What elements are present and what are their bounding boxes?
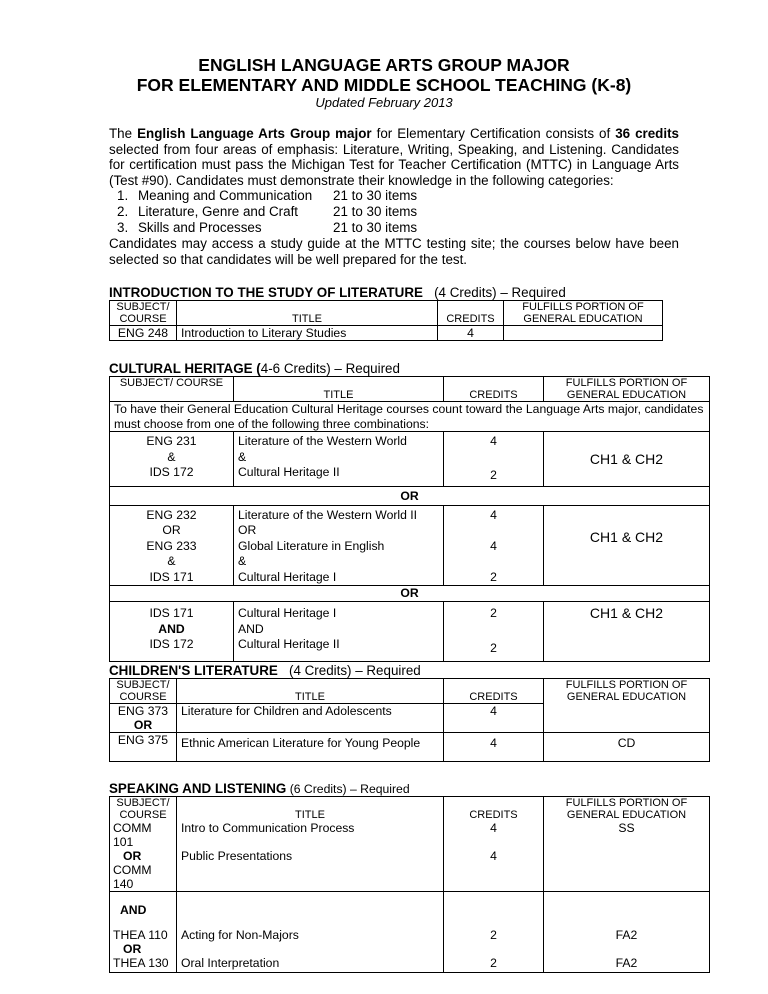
category-name: Literature, Genre and Craft [138, 204, 299, 219]
combination-1 [110, 432, 710, 487]
section-title: CHILDREN'S LITERATURE [109, 663, 278, 678]
table-row [110, 733, 710, 762]
table-row [110, 821, 710, 892]
header-title: TITLE [234, 377, 444, 402]
section-heading-speaking-listening [109, 781, 410, 796]
credit-value [448, 450, 539, 466]
course-connector: OR [162, 523, 181, 537]
course-title: Public Presentations [181, 849, 293, 863]
category-items: 21 to 30 items [333, 220, 418, 235]
category-name: Skills and Processes [138, 220, 262, 235]
gen-ed-value: FA2 [615, 956, 638, 970]
combination-3 [110, 602, 710, 662]
header-subject-course: SUBJECT/ COURSE [110, 679, 177, 704]
course-gen-ed [504, 326, 663, 341]
course-title: Cultural Heritage II [238, 465, 340, 479]
combination-2 [110, 505, 710, 586]
credit-value: 2 [490, 606, 497, 620]
header-subject-course: SUBJECT/ COURSE [110, 797, 177, 822]
header-fulfills: FULFILLS PORTION OF GENERAL EDUCATION [544, 377, 710, 402]
course-codes [110, 602, 234, 662]
course-code-text: ENG 373 [117, 704, 169, 718]
course-title: Literature for Children and Adolescents [177, 704, 444, 733]
header-credits: CREDITS [444, 797, 544, 822]
credit-value: 2 [490, 468, 497, 482]
course-connector: OR [238, 523, 257, 537]
course-titles [234, 602, 444, 662]
course-code: IDS 171 [149, 569, 194, 584]
table-intro-literature [109, 300, 663, 341]
course-title: Cultural Heritage I [238, 569, 337, 584]
credit-value [448, 554, 539, 570]
page-title-line1: ENGLISH LANGUAGE ARTS GROUP MAJOR [198, 55, 570, 75]
course-codes [110, 432, 234, 487]
category-name: Meaning and Communication [138, 188, 313, 203]
course-credits [444, 505, 544, 586]
gen-ed-value: SS [618, 821, 635, 835]
course-title: Global Literature in English [238, 538, 385, 553]
header-title: TITLE [177, 679, 444, 704]
course-connector: AND [110, 892, 177, 929]
course-title: Oral Interpretation [181, 956, 280, 970]
table-row [110, 928, 710, 973]
course-credits: 4 [444, 704, 544, 733]
course-connector: OR [133, 718, 153, 732]
course-connector: & [167, 449, 176, 464]
credit-value: 2 [490, 569, 497, 584]
category-3 [117, 220, 418, 235]
course-code [110, 928, 177, 973]
credit-value: 2 [490, 641, 497, 655]
intro-text-c: selected from four areas of emphasis: Literature, Writing, Speaking, and Listening. Candidates for certification must pass the Michigan Test for Teacher Certification (MTTC) in Language Arts (Test #90). Candidates must demonstrate their knowledge in the following categories: [109, 141, 679, 188]
category-items: 21 to 30 items [333, 188, 418, 203]
course-titles [177, 821, 444, 892]
credit-value [448, 523, 539, 539]
header-credits: CREDITS [444, 377, 544, 402]
intro-paragraph [109, 126, 679, 188]
course-code: ENG 231 [146, 434, 197, 448]
course-connector: & [238, 554, 247, 568]
intro-bold-credits: 36 credits [615, 126, 679, 141]
combination-note: To have their General Education Cultural Heritage courses count toward the Language Arts major, candidates must choose from one of the following three combinations: [110, 402, 710, 432]
category-num: 3. [117, 220, 129, 235]
course-connector: & [167, 554, 176, 568]
section-title: CULTURAL HERITAGE ( [109, 361, 261, 376]
category-num: 1. [117, 188, 129, 203]
course-credits [444, 602, 544, 662]
credit-value: 4 [490, 821, 497, 835]
course-credits [444, 432, 544, 487]
credit-value: 4 [490, 434, 497, 448]
header-fulfills: FULFILLS PORTION OF GENERAL EDUCATION [504, 301, 663, 326]
section-heading-cultural-heritage [109, 361, 400, 376]
category-num: 2. [117, 204, 129, 219]
or-divider: OR [110, 586, 710, 602]
header-subject-course: SUBJECT/ COURSE [110, 377, 234, 402]
intro-bold-major: English Language Arts Group major [137, 126, 372, 141]
category-1 [117, 188, 418, 203]
course-title: Cultural Heritage II [238, 637, 340, 651]
credit-value: 4 [490, 507, 497, 522]
section-title: INTRODUCTION TO THE STUDY OF LITERATURE [109, 285, 423, 300]
course-code: IDS 172 [149, 637, 194, 651]
course-credits [444, 821, 544, 892]
category-items: 21 to 30 items [333, 204, 418, 219]
course-title: Literature of the Western World II [238, 507, 418, 522]
course-connector: AND [238, 621, 264, 636]
header-title: TITLE [177, 301, 438, 326]
course-code: ENG 233 [146, 538, 197, 553]
gen-ed-fulfills: CH1 & CH2 [544, 505, 710, 586]
table-speaking-listening [109, 796, 710, 973]
header-fulfills: FULFILLS PORTION OF GENERAL EDUCATION [544, 797, 710, 822]
section-heading-intro-literature [109, 285, 566, 300]
page-title-line2: FOR ELEMENTARY AND MIDDLE SCHOOL TEACHING (K-8) [136, 75, 632, 95]
course-codes [110, 505, 234, 586]
section-credits: (6 Credits) – Required [286, 782, 410, 796]
header-subject-course: SUBJECT/ COURSE [110, 301, 177, 326]
course-connector: OR [123, 942, 142, 956]
course-code-text: THEA 110 [113, 928, 168, 942]
table-cultural-heritage [109, 376, 710, 662]
header-credits: CREDITS [438, 301, 504, 326]
category-2 [117, 204, 418, 219]
section-credits: (4 Credits) – Required [422, 285, 566, 300]
table-childrens-literature [109, 678, 710, 762]
gen-ed-value: FA2 [615, 928, 638, 942]
course-code-text: COMM 101 [113, 821, 152, 849]
course-titles [234, 505, 444, 586]
course-code: IDS 172 [149, 465, 194, 479]
course-gen-ed [544, 821, 710, 892]
course-credits: 4 [438, 326, 504, 341]
study-guide-note: Candidates may access a study guide at the MTTC testing site; the courses below have been selected so that candidates will be well prepared for the test. [109, 236, 679, 267]
course-title: Ethnic American Literature for Young People [177, 733, 444, 762]
intro-text-a: The [109, 126, 138, 141]
course-connector: & [238, 449, 247, 464]
updated-date: Updated February 2013 [315, 95, 453, 110]
section-credits: (4 Credits) – Required [277, 663, 421, 678]
course-code: ENG 248 [110, 326, 177, 341]
course-code [110, 704, 177, 733]
course-connector: AND [158, 621, 185, 636]
course-code [110, 821, 177, 892]
credit-value: 2 [490, 956, 497, 970]
gen-ed-fulfills: CH1 & CH2 [544, 432, 710, 487]
or-divider: OR [110, 486, 710, 505]
intro-paragraph-2 [109, 236, 679, 267]
course-code: ENG 232 [146, 507, 197, 522]
course-credits [444, 928, 544, 973]
course-title: Introduction to Literary Studies [177, 326, 438, 341]
section-heading-childrens-literature [109, 663, 421, 678]
course-title: Cultural Heritage I [238, 606, 337, 620]
course-code-text: THEA 130 [113, 956, 169, 970]
intro-text-b: for Elementary Certification consists of [371, 126, 616, 141]
course-connector: OR [123, 849, 142, 863]
section-title: SPEAKING AND LISTENING [109, 781, 287, 796]
course-title: Literature of the Western World [238, 434, 407, 448]
course-gen-ed [544, 928, 710, 973]
course-code: ENG 375 [110, 733, 177, 762]
course-title: Intro to Communication Process [181, 821, 355, 835]
credit-value: 2 [490, 928, 497, 942]
credit-value: 4 [490, 538, 497, 553]
course-credits: 4 [444, 733, 544, 762]
header-title: TITLE [177, 797, 444, 822]
section-credits: 4-6 Credits) – Required [260, 361, 400, 376]
header-credits: CREDITS [444, 679, 544, 704]
course-titles [234, 432, 444, 487]
course-code-text: COMM 140 [113, 863, 152, 891]
credit-value [448, 622, 539, 638]
table-row [110, 326, 663, 341]
gen-ed-fulfills: CH1 & CH2 [544, 602, 710, 662]
credit-value: 4 [490, 849, 497, 863]
course-code: IDS 171 [149, 606, 194, 620]
course-title: Acting for Non-Majors [181, 928, 299, 942]
course-titles [177, 928, 444, 973]
header-fulfills: FULFILLS PORTION OF GENERAL EDUCATION [544, 679, 710, 733]
and-row [110, 892, 710, 929]
course-gen-ed: CD [544, 733, 710, 762]
